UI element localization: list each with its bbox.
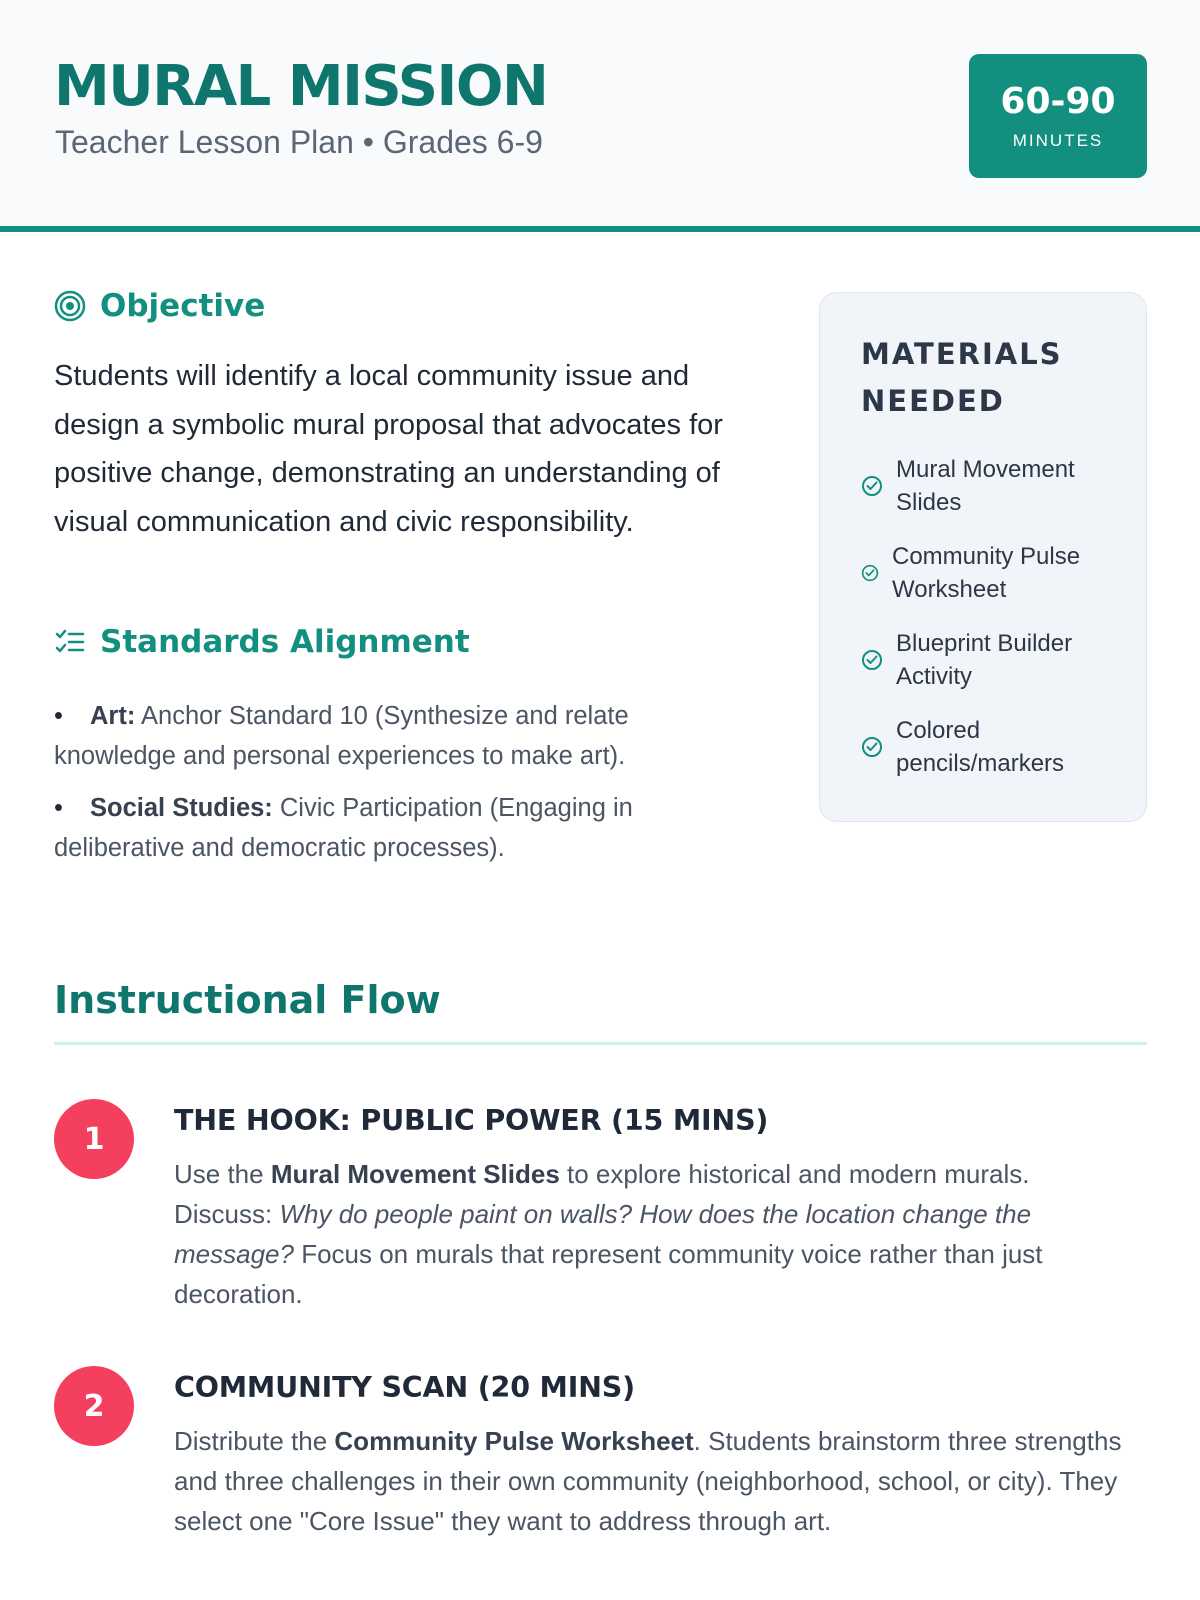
step-title: THE HOOK: PUBLIC POWER (15 MINS) <box>174 1104 769 1137</box>
materials-item-label: Community Pulse Worksheet <box>892 543 1081 603</box>
materials-item <box>861 540 1131 606</box>
page-subtitle: Teacher Lesson Plan • Grades 6-9 <box>55 124 543 160</box>
divider <box>54 1042 1147 1045</box>
check-circle-icon <box>861 564 879 582</box>
step-text-bold: Community Pulse Worksheet <box>334 1426 694 1456</box>
objective-heading <box>54 288 265 324</box>
step-title: COMMUNITY SCAN (20 MINS) <box>174 1371 635 1404</box>
duration-badge <box>969 54 1147 178</box>
standard-text: Civic Participation (Engaging in deliberative and democratic processes). <box>54 794 633 862</box>
check-circle-icon <box>861 649 883 671</box>
standard-label: Art: <box>90 702 136 730</box>
step-number-badge: 1 <box>54 1099 134 1179</box>
check-circle-icon <box>861 736 883 758</box>
duration-unit: MINUTES <box>1012 131 1104 150</box>
materials-item-label: Mural Movement Slides <box>896 456 1075 516</box>
step-text-part: to explore historical and modern murals. Discuss: <box>174 1159 1030 1229</box>
list-item <box>54 788 754 868</box>
step-description <box>174 1421 1134 1541</box>
step-text-part: Use the <box>174 1159 271 1189</box>
materials-item <box>861 714 1131 780</box>
step-text-part: Focus on murals that represent community voice rather than just decoration. <box>174 1239 1043 1309</box>
objective-heading-text: Objective <box>100 288 266 324</box>
list-item <box>54 696 754 776</box>
materials-item-label: Blueprint Builder Activity <box>896 630 1073 690</box>
checklist-icon <box>54 626 86 658</box>
standard-text: Anchor Standard 10 (Synthesize and relate knowledge and personal experiences to make art). <box>54 702 629 770</box>
step-text-bold: Mural Movement Slides <box>270 1159 560 1189</box>
target-icon <box>54 290 86 322</box>
step-text-part: Distribute the <box>174 1426 335 1456</box>
materials-item <box>861 453 1131 519</box>
step-description <box>174 1154 1134 1314</box>
bullet: • <box>54 702 63 730</box>
step-text-italic: Why do people paint on walls? How does the location change the message? <box>174 1199 1032 1269</box>
bullet: • <box>54 794 63 822</box>
page-title: MURAL MISSION <box>54 54 548 119</box>
duration-value: 60-90 <box>1000 81 1116 122</box>
page-header <box>0 0 1200 232</box>
flow-title: Instructional Flow <box>54 978 441 1022</box>
materials-title: MATERIALS NEEDED <box>861 337 1063 418</box>
objective-text: Students will identify a local community issue and design a symbolic mural proposal that advocates for positive change, demonstrating an understanding of visual communication and civic responsibility. <box>54 360 723 538</box>
check-circle-icon <box>861 475 883 497</box>
step-text-part: . Students brainstorm three strengths and three challenges in their own community (neighborhood, school, or city). They select one "Core Issue" they want to address through art. <box>174 1426 1122 1536</box>
standards-list <box>54 696 754 880</box>
step-number-badge: 2 <box>54 1366 134 1446</box>
standard-label: Social Studies: <box>90 794 273 822</box>
materials-card <box>819 292 1147 822</box>
standards-heading <box>54 624 470 660</box>
materials-item <box>861 627 1131 693</box>
standards-heading-text: Standards Alignment <box>100 624 470 660</box>
materials-item-label: Colored pencils/markers <box>896 717 1065 777</box>
